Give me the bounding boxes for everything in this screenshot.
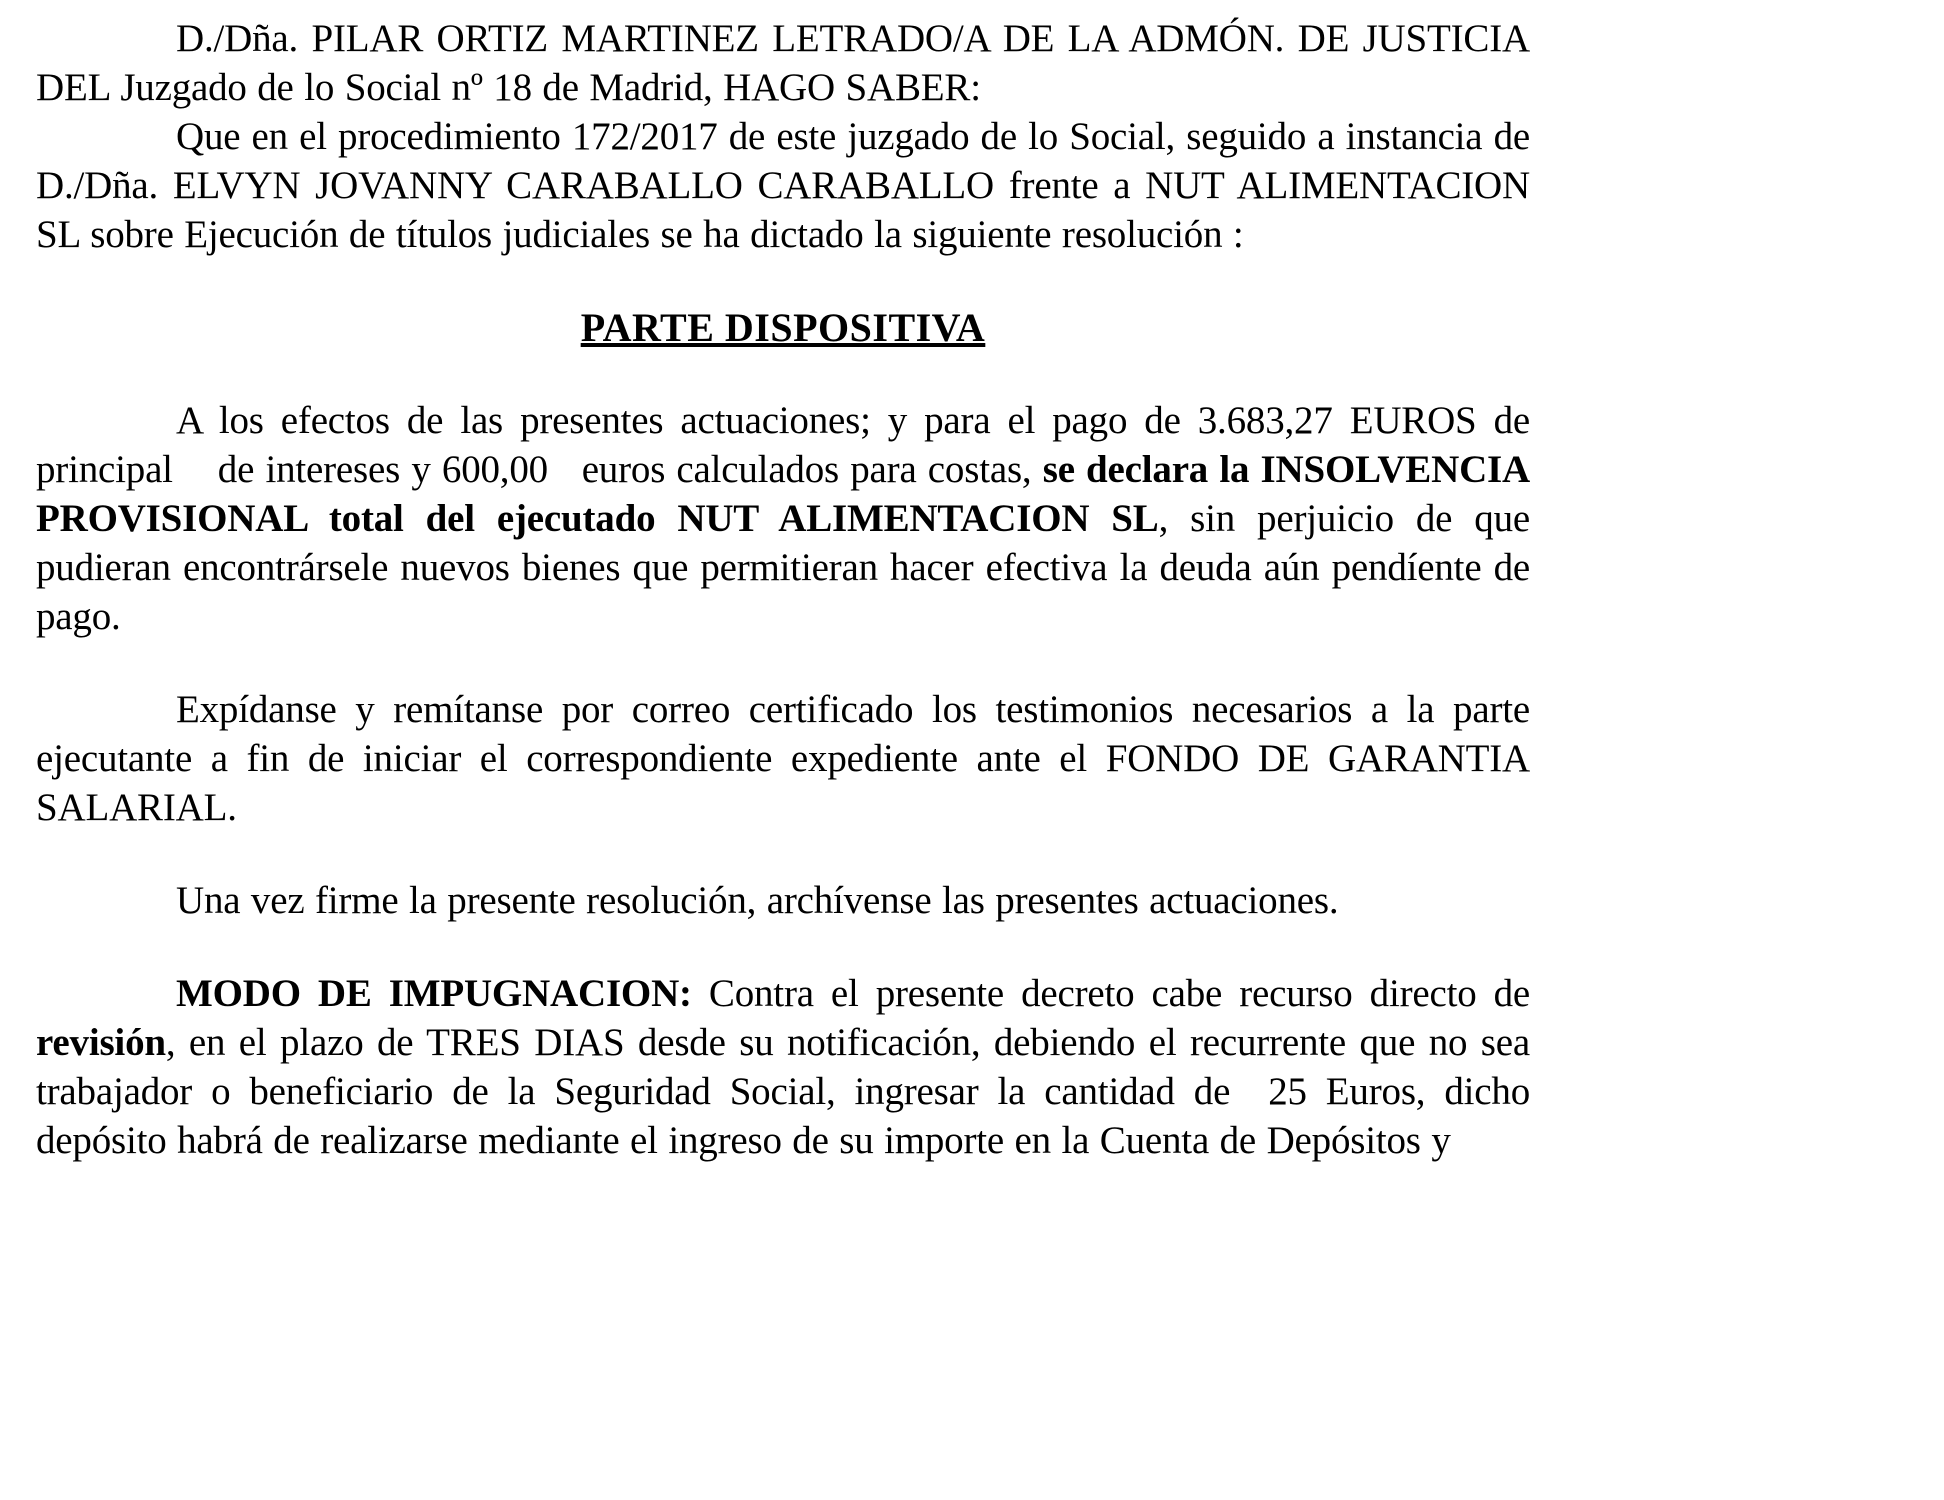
- text-run: Una vez firme la presente resolución, archívense las presentes actuaciones.: [176, 879, 1339, 922]
- text-run: D./Dña. PILAR ORTIZ MARTINEZ LETRADO/A DE LA ADMÓN. DE JUSTICIA DEL Juzgado de lo Social nº 18 de Madrid, HAGO SABER:: [36, 17, 1530, 109]
- document-body: [36, 14, 1530, 1165]
- paragraph: [36, 14, 1530, 112]
- paragraph: [36, 969, 1530, 1165]
- text-run: Expídanse y remítanse por correo certificado los testimonios necesarios a la parte ejecutante a fin de iniciar el correspondiente expediente ante el FONDO DE GARANTIA SALARIAL.: [36, 688, 1530, 829]
- bold-text-run: revisión: [36, 1021, 166, 1064]
- text-run: , en el plazo de TRES DIAS desde su notificación, debiendo el recurrente que no sea trabajador o beneficiario de la Seguridad Social, ingresar la cantidad de 25 Euros, dicho depósito habrá de realizarse mediante el ingreso de su importe en la Cuenta de Depósitos y: [36, 1021, 1530, 1162]
- section-heading: PARTE DISPOSITIVA: [580, 305, 986, 350]
- paragraph: [36, 685, 1530, 832]
- bold-text-run: MODO DE IMPUGNACION:: [176, 972, 692, 1015]
- text-run: , sin perjuicio de que pudieran encontrársele nuevos bienes que permitieran hacer efectiva la deuda aún pendíente de pago.: [36, 497, 1530, 638]
- text-run: Que en el procedimiento 172/2017 de este juzgado de lo Social, seguido a instancia de D./Dña. ELVYN JOVANNY CARABALLO CARABALLO frente a NUT ALIMENTACION SL sobre Ejecución de títulos judiciales se ha dictado la siguiente resolución :: [36, 115, 1530, 256]
- paragraph: [36, 876, 1530, 925]
- bold-text-run: se declara la INSOLVENCIA PROVISIONAL total del ejecutado NUT ALIMENTACION SL: [36, 448, 1530, 540]
- paragraph: [36, 396, 1530, 641]
- paragraph: [36, 112, 1530, 259]
- text-run: Contra el presente decreto cabe recurso directo de: [691, 972, 1530, 1015]
- text-run: A los efectos de las presentes actuaciones; y para el pago de 3.683,27 EUROS de principal de intereses y 600,00 euros calculados para costas,: [36, 399, 1530, 491]
